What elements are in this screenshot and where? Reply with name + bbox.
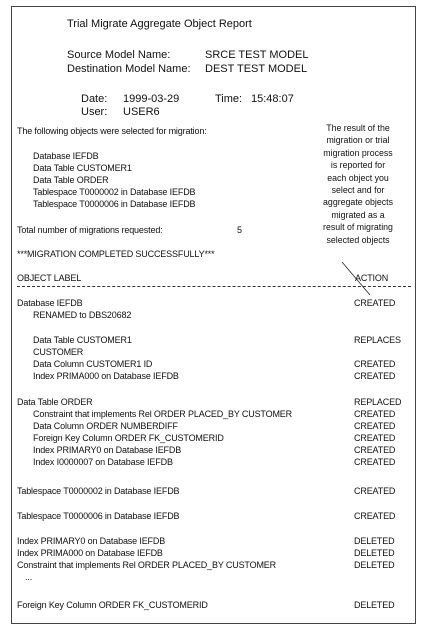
row-label: Data Table CUSTOMER1 xyxy=(33,335,132,345)
row-action: DELETED xyxy=(354,600,395,610)
source-model-value: SRCE TEST MODEL xyxy=(205,49,309,61)
row-action: REPLACES xyxy=(354,335,401,345)
row-label: Tablespace T0000002 in Database IEFDB xyxy=(17,486,180,496)
column-header-object-label: OBJECT LABEL xyxy=(17,273,82,283)
row-label: Index PRIMA000 on Database IEFDB xyxy=(33,371,179,381)
row-action: DELETED xyxy=(354,536,395,546)
total-label: Total number of migrations requested: xyxy=(17,225,163,235)
selected-object: Tablespace T0000006 in Database IEFDB xyxy=(33,199,196,209)
source-model-label: Source Model Name: xyxy=(67,49,171,61)
note-line: each object you xyxy=(327,172,389,183)
total-value: 5 xyxy=(237,225,242,235)
row-label: Index I0000007 on Database IEFDB xyxy=(33,457,173,467)
row-label: Constraint that implements Rel ORDER PLACED_BY CUSTOMER xyxy=(33,409,293,419)
row-label: ... xyxy=(25,572,33,582)
row-action: CREATED xyxy=(354,486,396,496)
selected-object: Database IEFDB xyxy=(33,151,99,161)
note-line: select and for xyxy=(331,185,385,196)
row-label: Constraint that implements Rel ORDER PLACED_BY CUSTOMER xyxy=(17,560,277,570)
row-action: CREATED xyxy=(354,421,396,431)
row-action: CREATED xyxy=(354,298,396,308)
row-action: DELETED xyxy=(354,548,395,558)
header-divider xyxy=(17,286,411,287)
row-label: Data Column ORDER NUMBERDIFF xyxy=(33,421,178,431)
note-line: result of migrating xyxy=(323,222,393,233)
note-line: migration or trial xyxy=(326,135,390,146)
row-action: CREATED xyxy=(354,511,396,521)
completion-message: ***MIGRATION COMPLETED SUCCESSFULLY*** xyxy=(17,249,215,259)
note-line: migrated as a xyxy=(331,209,385,220)
time-value: 15:48:07 xyxy=(251,93,294,105)
user-label: User: xyxy=(81,106,108,118)
note-line: selected objects xyxy=(326,234,390,245)
row-label: RENAMED to DBS20682 xyxy=(33,310,132,320)
selected-object: Tablespace T0000002 in Database IEFDB xyxy=(33,187,196,197)
row-label: Index PRIMARY0 on Database IEFDB xyxy=(33,445,182,455)
row-label: Data Table ORDER xyxy=(17,397,93,407)
report-title: Trial Migrate Aggregate Object Report xyxy=(67,18,252,30)
row-action: CREATED xyxy=(354,433,396,443)
note-line: aggregate objects xyxy=(323,197,393,208)
note-line: The result of the xyxy=(326,123,390,133)
row-label: Database IEFDB xyxy=(17,298,83,308)
row-label: Tablespace T0000006 in Database IEFDB xyxy=(17,511,180,521)
row-action: DELETED xyxy=(354,560,395,570)
user-value: USER6 xyxy=(123,106,160,118)
row-action: REPLACED xyxy=(354,397,402,407)
time-label: Time: xyxy=(215,93,243,105)
row-label: CUSTOMER xyxy=(33,347,84,357)
row-action: CREATED xyxy=(354,409,396,419)
row-action: CREATED xyxy=(354,445,396,455)
row-label: Foreign Key Column ORDER FK_CUSTOMERID xyxy=(33,433,224,443)
row-label: Index PRIMARY0 on Database IEFDB xyxy=(17,536,166,546)
date-value: 1999-03-29 xyxy=(123,93,180,105)
intro-text: The following objects were selected for migration: xyxy=(17,126,207,136)
row-action: CREATED xyxy=(354,359,396,369)
note-line: migration process xyxy=(323,147,393,158)
note-line: is reported for xyxy=(330,160,386,171)
destination-model-label: Destination Model Name: xyxy=(67,63,191,75)
row-action: CREATED xyxy=(354,457,396,467)
row-label: Data Column CUSTOMER1 ID xyxy=(33,359,153,369)
destination-model-value: DEST TEST MODEL xyxy=(205,63,308,75)
row-label: Foreign Key Column ORDER FK_CUSTOMERID xyxy=(17,600,208,610)
selected-object: Data Table CUSTOMER1 xyxy=(33,163,132,173)
row-action: CREATED xyxy=(354,371,396,381)
date-label: Date: xyxy=(81,93,108,105)
selected-object: Data Table ORDER xyxy=(33,175,109,185)
row-label: Index PRIMA000 on Database IEFDB xyxy=(17,548,163,558)
column-header-action: ACTION xyxy=(355,273,389,283)
